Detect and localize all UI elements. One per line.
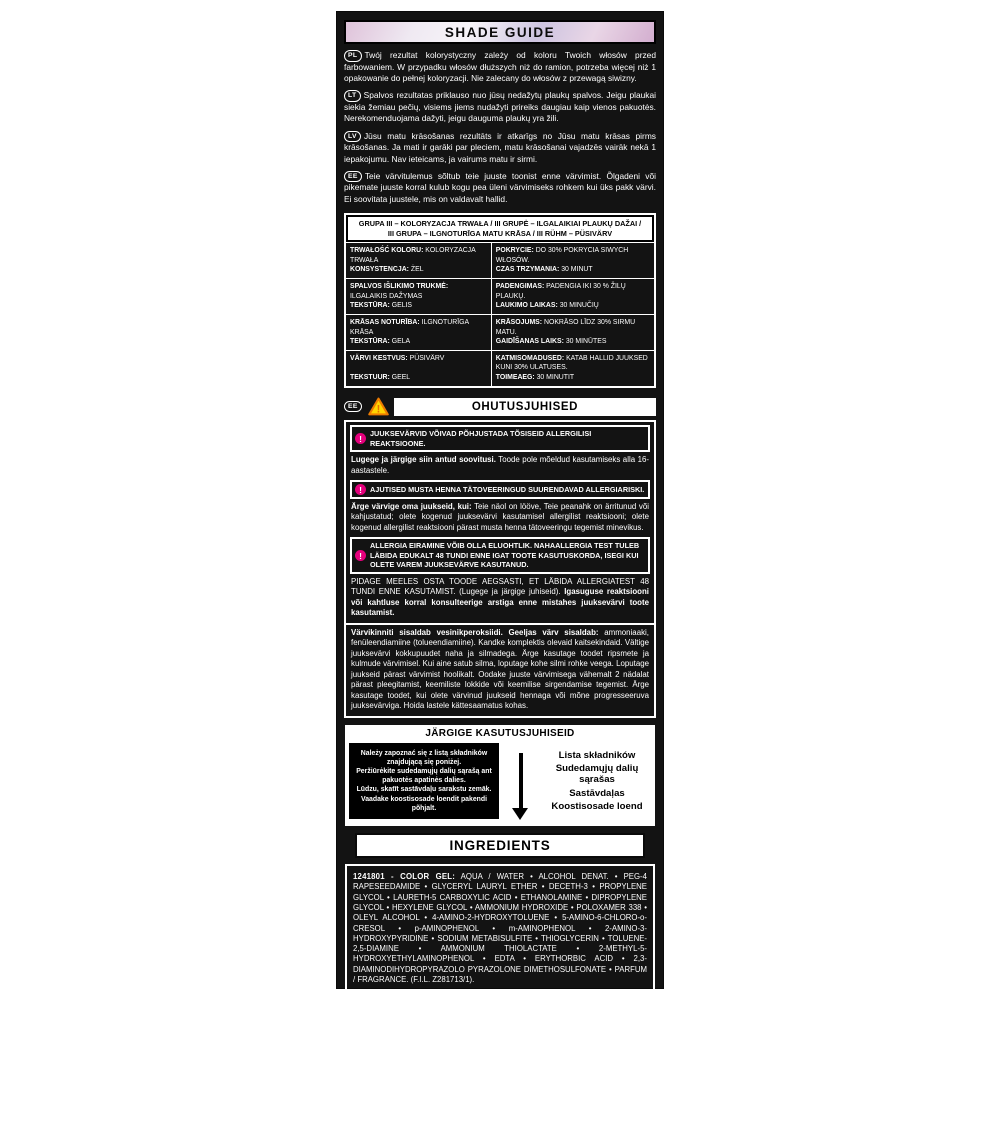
down-arrow-icon — [519, 753, 523, 809]
cell-value: KATAB HALLID JUUKSED KUNI 30% ULATUSES. — [495, 355, 648, 372]
cell-value: GELIS — [391, 301, 413, 309]
language-badge-lv: LV — [344, 131, 361, 143]
ingredient-list-text: AQUA / WATER • CETEARYL ALCOHOL • GLYCERIN • BEHENTRIMONIUM CHLORIDE • CANDELILLA CERA / CANDELILLA WAX • AMODIMETHICONE • CETYL ESTERS • ISOPROPYL ALCOHOL • TOCOPHERYL ACETATE • SODIUM PCA • PHENOXYETHANOL • ETHYLHEXYL SALICYLATE • TRIDECETH-6 • CHLORHEXIDINE DIGLUCONATE • LIMONENE • CAMELINA SATIVA SEED OIL • LINALOOL • BENZYL ALCOHOL • BENZYL BENZOATE • GERANIOL • CETRIMONIUM CHLORIDE • CITRONELLOL • HEXYL CINNAMAL • AMYL CINNAMAL • PARFUM / FRAGRANCE. (F.I.L. C232981/1). — [353, 1036, 647, 1128]
exclamation-icon: ! — [355, 550, 366, 561]
ingredients-box — [345, 864, 655, 1137]
language-badge-ee: EE — [344, 171, 362, 183]
cell-value: 30 MINŪTES — [565, 337, 607, 345]
cell-label: VÄRVI KESTVUS: — [350, 355, 408, 363]
cell-label: TOIMEAEG: — [495, 373, 535, 381]
cell-value: ILGALAIKIS DAŽYMAS — [350, 292, 423, 300]
composition-box — [346, 623, 654, 716]
warning-text: ALLERGIA EIRAMINE VÕIB OLLA ELUOHTLIK. NAHAALLERGIA TEST TULEB LÄBIDA EDUKALT 48 TUNDI ENNE IGAT TOOTE KASUTUSKORDA, ISEGI KUI OLETE VAREM JUUKSEVÄRVE KASUTANUD. — [370, 541, 640, 570]
note-line: Należy zapoznać się z listą składników znajdującą się poniżej. — [360, 749, 488, 766]
safety-paragraph-lead: Ärge värvige oma juukseid, kui: — [351, 502, 472, 511]
cell-label: KATMISOMADUSED: — [495, 355, 565, 363]
table-row-ee — [346, 350, 654, 386]
safety-paragraph-bold: Igasuguse reaktsiooni või kahtluse korral konsulteerige arstiga enne mistahes juuksevärvi toote kasutamist. — [351, 587, 649, 618]
allergy-warning-box-2 — [350, 480, 650, 499]
language-badge-pl: PL — [344, 50, 362, 62]
exclamation-icon: ! — [355, 484, 366, 495]
intro-paragraph-ee — [344, 171, 656, 205]
safety-paragraph-3 — [351, 577, 649, 619]
table-cell — [491, 243, 654, 278]
safety-paragraph-rest: Teie näol on lööve, Teie peanahk on ärritunud või kahjustatud; olete kogenud juuksevärvi kasutamisel allergilist reaktsiooni; olete kogenud allergilist reaktsiooni pärast musta henna tätoveeringu tegemist minevikus. — [351, 502, 649, 532]
shade-guide-header — [344, 20, 656, 44]
cell-value: 30 MINUTIT — [536, 373, 575, 381]
safety-frame — [344, 420, 656, 718]
safety-paragraph-caps: PIDAGE MEELES OSTA TOODE AEGSASTI, ET LÄBIDA ALLERGIATEST 48 TUNDI ENNE KASUTAMIST. — [351, 577, 649, 597]
group-table-title — [346, 215, 654, 242]
intro-paragraph-pl — [344, 50, 656, 84]
arrow-column — [499, 743, 543, 819]
cell-label: KONSYSTENCJA: — [350, 266, 409, 274]
table-cell — [346, 279, 491, 314]
cell-value: NOKRĀSO LĪDZ 30% SIRMU MATU. — [495, 319, 636, 336]
table-cell — [491, 315, 654, 350]
ingredients-title: INGREDIENTS — [449, 838, 551, 854]
intro-text-pl: Twój rezultat kolorystyczny zależy od koloru Twoich włosów przed farbowaniem. W przypadku włosów dłuższych niż do ramion, potrzeba więcej niż 1 opakowanie do pełnej koloryzacji. Nie zalecany do włosów z przewagą siwizny. — [344, 50, 656, 83]
follow-body — [349, 743, 651, 819]
language-badge-lt: LT — [344, 90, 361, 102]
label-back-panel — [337, 12, 663, 1128]
ingredient-code: 1190015 - DEVELOPER CREAM: — [353, 990, 481, 1000]
intro-paragraph-lt — [344, 90, 656, 124]
list-label: Sudedamųjų dalių sąrašas — [555, 763, 639, 786]
table-row-lv — [346, 314, 654, 350]
ingredients-conditioner — [353, 1037, 647, 1130]
cell-value: PADENGIA IKI 30 % ŽILŲ PLAUKŲ. — [495, 283, 626, 300]
list-label: Koostisosade loend — [551, 801, 643, 813]
cell-label: KRĀSAS NOTURĪBA: — [350, 319, 420, 327]
table-row-pl — [346, 242, 654, 278]
cell-value: 30 MINUT — [561, 266, 593, 274]
table-row-lt — [346, 278, 654, 314]
cell-label: POKRYCIE: — [495, 247, 534, 255]
ingredient-list-text: AQUA / WATER • HYDROGEN PEROXIDE • CETEARYL ALCOHOL • SODIUM SALICYLATE • TRIDECETH-2 CARBOXAMIDE MEA • PHOSPHORIC ACID • CETEARETH-25 • TETRASODIUM ETIDRONATE • TETRASODIUM PYROPHOSPHATE • GLYCERIN. (F.I.L. C202321/2). — [353, 990, 647, 1031]
cell-value: GELA — [391, 337, 411, 345]
safety-paragraph-lead: Lugege ja järgige siin antud soovitusi. — [351, 455, 496, 465]
group-table-title-line2: III GRUPA – ILGNOTURĪGA MATU KRĀSA / III RÜHM – PÜSIVÄRV — [387, 228, 613, 238]
cell-value: PÜSIVÄRV — [409, 355, 445, 363]
list-label: Lista składników — [558, 749, 636, 761]
cell-value: DO 30% POKRYCIA SIWYCH WŁOSÓW. — [495, 247, 629, 264]
ingredients-header — [355, 833, 645, 858]
composition-rest: ammoniaaki, fenüleendiamiine (tolueendiamiine). Kandke komplektis olevaid kaitsekindaid. Vältige juuksevärvi kokkupuudet naha ja silmadega. Ärge kasutage toodet ripsmete ja kulmude värvimisel. Kui aine satub silma, loputage kohe silmi rohke veega. Loputage juukseid pärast värvimist hoolikalt. Oodake juuste värvimisega vähemalt 2 nädalat pärast pleegitamist, keemiliste lokkide või keemilise sirgendamise tegemist. Ärge kasutage toodet, kui olete värvinud juukseid hennaga või mõne progresseeruva juuksevärviga. Hoida lastele kättesaamatus kohas. — [351, 627, 649, 711]
note-line: Peržiūrėkite sudedamųjų dalių sąrašą ant pakuotės apatinės dalies. — [356, 768, 492, 785]
table-cell — [491, 351, 654, 386]
intro-paragraph-lv — [344, 131, 656, 165]
shade-guide-title: SHADE GUIDE — [444, 24, 556, 40]
allergy-warning-box-1 — [350, 425, 650, 452]
cell-label: TEKSTŪRA: — [350, 301, 390, 309]
cell-label: CZAS TRZYMANIA: — [495, 266, 560, 274]
ingredients-color-gel — [353, 872, 647, 985]
intro-text-lv: Jūsu matu krāsošanas rezultāts ir atkarīgs no Jūsu matu krāsas pirms krāsošanas. Ja mati ir garāki par pleciem, matu krāsošanai vajadzēs vairāk nekā 1 iepakojumu. Nav ieteicams, ja vairums matu ir sirmi. — [344, 130, 656, 164]
allergy-warning-box-3 — [350, 537, 650, 574]
cell-label: LAUKIMO LAIKAS: — [495, 301, 558, 309]
cell-label: TRWAŁOŚĆ KOLORU: — [350, 247, 424, 255]
safety-paragraph-rest: Toode pole mõeldud kasutamiseks alla 16-aastastele. — [351, 455, 649, 475]
cell-value: KOLORYZACJA TRWAŁA — [350, 247, 476, 264]
cell-value: 30 MINUČIŲ — [559, 301, 599, 309]
list-label: Sastāvdaļas — [569, 787, 625, 799]
cell-value: ILGNOTURĪGA KRĀSA — [350, 319, 469, 336]
warning-triangle-icon — [368, 397, 389, 416]
table-cell — [346, 351, 491, 386]
note-line: Vaadake koostisosade loendit pakendi põhjalt. — [361, 795, 487, 812]
cell-value: GEEL — [391, 373, 411, 381]
cell-label: TEKSTŪRA: — [350, 337, 390, 345]
composition-lead: Värvikinniti sisaldab vesinikperoksiidi. Geeljas värv sisaldab: — [351, 627, 599, 637]
color-group-table — [344, 213, 656, 388]
ingredients-note-box — [349, 743, 499, 819]
intro-text-ee: Teie värvitulemus sõltub teie juuste toonist enne värvimist. Õlgadeni või pikemate juuste korral kulub kogu pea üleni värvimiseks rohkem kui üks pakk värvi. Ei soovitata juustele, mis on valdavalt hallid. — [344, 170, 656, 204]
safety-title: OHUTUSJUHISED — [394, 398, 656, 416]
intro-text-lt: Spalvos rezultatas priklauso nuo jūsų nedažytų plaukų spalvos. Jeigu plaukai siekia žemiau pečių, visiems jiems nudažyti prireiks daugiau kaip vienos pakuotės. Nerekomenduojama dažyti, jeigu dauguma plaukų yra žili. — [344, 90, 656, 124]
safety-section-header — [344, 397, 656, 416]
follow-title: JÄRGIGE KASUTUSJUHISEID — [425, 727, 575, 739]
safety-paragraph-2 — [351, 502, 649, 533]
cell-label: SPALVOS IŠLIKIMO TRUKMĖ: — [350, 283, 449, 291]
safety-paragraph-note: (Lugege ja järgige juhiseid). — [455, 587, 565, 597]
warning-text: AJUTISED MUSTA HENNA TÄTOVEERINGUD SUURENDAVAD ALLERGIARISKI. — [370, 484, 645, 494]
table-cell — [346, 243, 491, 278]
note-line: Lūdzu, skatīt sastāvdaļu sarakstu zemāk. — [356, 786, 492, 794]
warning-text: JUUKSEVÄRVID VÕIVAD PÕHJUSTADA TÕSISEID ALLERGILISI REAKTSIOONE. — [370, 429, 592, 448]
cell-value: ŻEL — [410, 266, 424, 274]
warning-exclamation-glyph: ! — [376, 403, 381, 416]
ingredients-developer-cream — [353, 990, 647, 1031]
table-cell — [491, 279, 654, 314]
cell-label: PADENGIMAS: — [495, 283, 545, 291]
safety-paragraph-1 — [351, 455, 649, 476]
exclamation-icon: ! — [355, 433, 366, 444]
table-cell — [346, 315, 491, 350]
language-badge-ee: EE — [344, 401, 362, 413]
group-table-title-line1: GRUPA III – KOLORYZACJA TRWAŁA / III GRUPĖ – ILGALAIKIAI PLAUKŲ DAŽAI / — [358, 219, 642, 229]
ingredient-code: 1217043 A - POST VIVID COLOR CONDITIONER: — [353, 1036, 541, 1046]
cell-label: GAIDĪŠANAS LAIKS: — [495, 337, 564, 345]
ingredient-list-text: AQUA / WATER • ALCOHOL DENAT. • PEG-4 RAPESEEDAMIDE • GLYCERYL LAURYL ETHER • DECETH-3 • PROPYLENE GLYCOL • LAURETH-5 CARBOXYLIC ACID • ETHANOLAMINE • DIPROPYLENE GLYCOL • HEXYLENE GLYCOL • AMMONIUM HYDROXIDE • POLOXAMER 338 • OLEYL ALCOHOL • 4-AMINO-2-HYDROXYTOLUENE • 5-AMINO-6-CHLORO-o-CRESOL • p-AMINOPHENOL • m-AMINOPHENOL • 2-AMINO-3-HYDROXYPYRIDINE • SODIUM METABISULFITE • THIOGLYCERIN • TOLUENE-2,5-DIAMINE • AMMONIUM THIOLACTATE • 2-METHYL-5-HYDROXYETHYLAMINOPHENOL • EDTA • ERYTHORBIC ACID • 2,3-DIAMINODIHYDROPYRAZOLO PYRAZOLONE DIMETHOSULFONATE • PARFUM / FRAGRANCE. (F.I.L. Z281713/1). — [353, 872, 647, 985]
ingredient-code: 1241801 - COLOR GEL: — [353, 872, 456, 882]
follow-instructions-section — [345, 725, 655, 826]
cell-label: KRĀSOJUMS: — [495, 319, 543, 327]
cell-label: TEKSTUUR: — [350, 373, 390, 381]
ingredients-list-labels — [543, 743, 651, 819]
